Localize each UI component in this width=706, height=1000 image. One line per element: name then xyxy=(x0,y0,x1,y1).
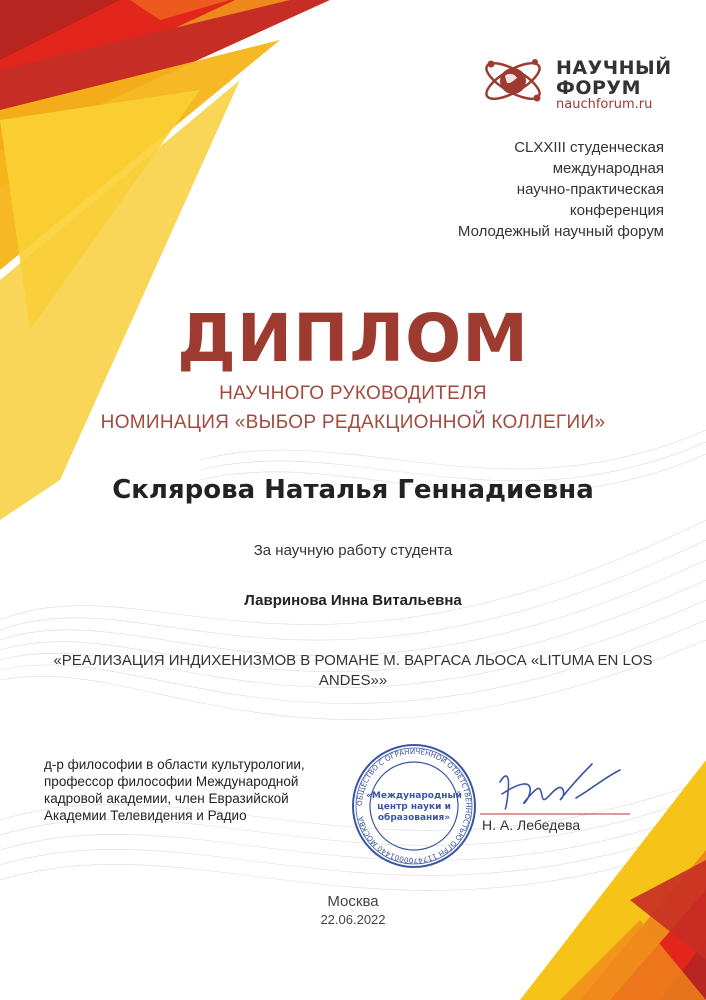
nomination-title: НОМИНАЦИЯ «ВЫБОР РЕДАКЦИОННОЙ КОЛЛЕГИИ» xyxy=(100,412,606,433)
conference-line: научно-практическая xyxy=(516,181,664,198)
credentials-line: д-р философии в области культурологии, xyxy=(44,757,305,772)
conference-line: международная xyxy=(552,160,664,177)
stamp-line: центр науки и xyxy=(377,802,451,812)
credentials-line: Академии Телевидения и Радио xyxy=(44,808,247,823)
stamp-ring-text: ОБЩЕСТВО С ОГРАНИЧЕННОЙ ОТВЕТСТВЕННОСТЬЮ ОГРН 1174700001440 МОСКВА xyxy=(354,746,474,866)
conference-line: конференция xyxy=(569,202,664,219)
credentials-line: кадровой академии, член Евразийской xyxy=(44,791,289,806)
conference-info xyxy=(364,137,664,242)
logo-word-2: ФОРУМ xyxy=(556,77,641,99)
for-work-label: За научную работу студента xyxy=(253,542,453,559)
date: 22.06.2022 xyxy=(320,912,386,927)
recipient-name: Склярова Наталья Геннадиевна xyxy=(112,475,594,505)
logo xyxy=(481,48,671,112)
credentials-line: профессор философии Международной xyxy=(44,774,299,789)
city: Москва xyxy=(327,893,379,910)
diploma-title: ДИПЛОМ xyxy=(177,300,529,377)
handwritten-signature xyxy=(480,752,630,822)
student-name: Лавринова Инна Витальевна xyxy=(244,592,462,609)
signatory-name: Н. А. Лебедева xyxy=(482,817,581,833)
conference-line: Молодежный научный форум xyxy=(457,223,664,240)
atom-globe-icon xyxy=(481,48,547,112)
official-stamp xyxy=(350,742,478,870)
diploma-subtitle: НАУЧНОГО РУКОВОДИТЕЛЯ xyxy=(219,383,487,404)
signatory-credentials xyxy=(44,756,364,824)
stamp-line: образования» xyxy=(377,813,451,823)
logo-website: nauchforum.ru xyxy=(556,97,653,112)
work-title: «РЕАЛИЗАЦИЯ ИНДИХЕНИЗМОВ В РОМАНЕ М. ВАРГАСА ЛЬОСА «LITUMA EN LOS ANDES»» xyxy=(53,652,653,689)
logo-word-1: НАУЧНЫЙ xyxy=(556,57,672,79)
stamp-line: «Международный xyxy=(366,791,462,801)
conference-line: CLXXIII студенческая xyxy=(514,139,664,156)
